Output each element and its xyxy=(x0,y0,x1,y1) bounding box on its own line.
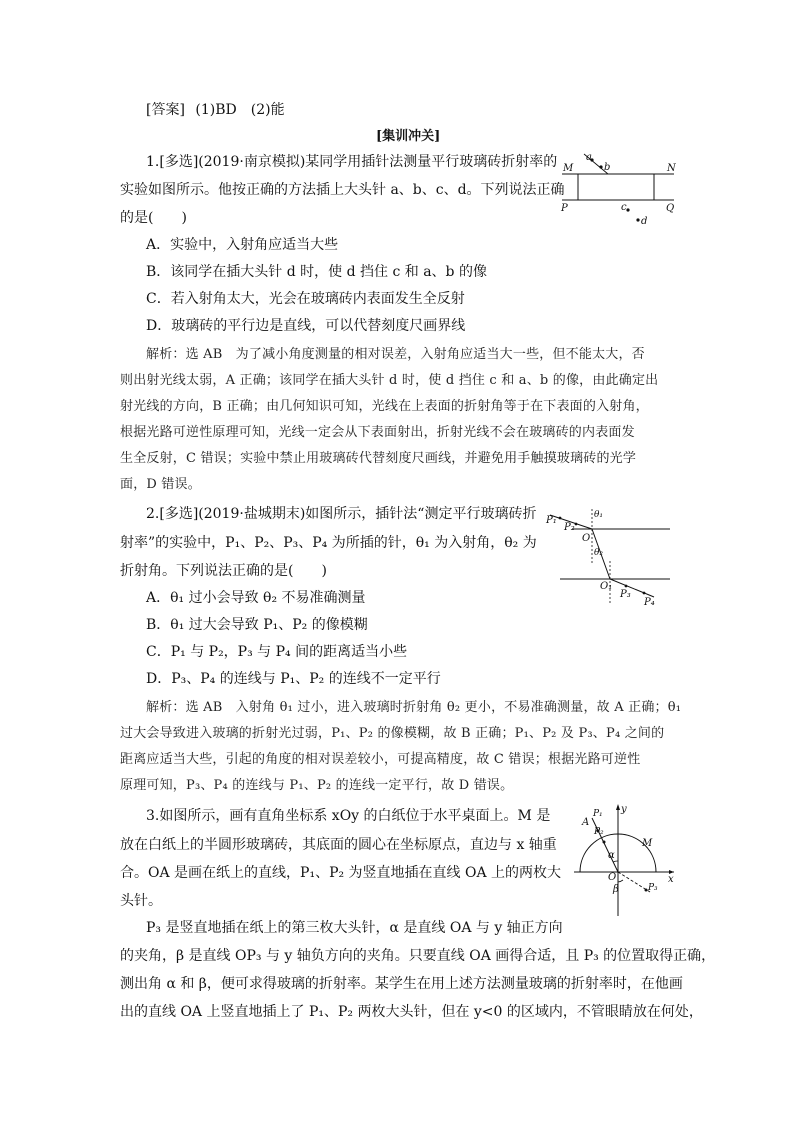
q1-figure xyxy=(556,150,686,232)
q2-fig-label-p4: P₄ xyxy=(644,597,655,608)
section-title: [集训冲关] xyxy=(376,129,441,144)
q3-line4: 头针。 xyxy=(120,893,162,909)
q3-line8: 出的直线 OA 上竖直地插上了 P₁、P₂ 两枚大头针，但在 y<0 的区域内，不管眼睛放在何处， xyxy=(120,1004,703,1020)
q2-option-b: B．θ₁ 过大会导致 P₁、P₂ 的像模糊 xyxy=(146,617,368,633)
q1-explanation-5: 生全反射，C 错误；实验中禁止用玻璃砖代替刻度尺画线，并避免用手触摸玻璃砖的光学 xyxy=(120,451,637,466)
q2-line3: 折射角。下列说法正确的是( ) xyxy=(120,563,327,579)
q2-fig-label-p1: P₁ xyxy=(546,515,557,526)
q1-explanation-6: 面，D 错误。 xyxy=(120,477,201,492)
q1-line1: 1.[多选](2019·南京模拟)某同学用插针法测量平行玻璃砖折射率的 xyxy=(146,154,558,170)
q1-option-b: B．该同学在插大头针 d 时，使 d 挡住 c 和 a、b 的像 xyxy=(146,264,487,280)
q1-fig-label-m: M xyxy=(563,163,574,174)
q1-explanation-1: 解析：选 AB 为了减小角度测量的相对误差，入射角应适当大一些，但不能太大，否 xyxy=(146,347,645,362)
q2-line1: 2.[多选](2019·盐城期末)如图所示，插针法“测定平行玻璃砖折 xyxy=(146,506,537,522)
q3-fig-label-m: M xyxy=(642,838,653,849)
q1-explanation-4: 根据光路可逆性原理可知，光线一定会从下表面射出，折射光线不会在玻璃砖的内表面发 xyxy=(120,425,635,440)
q3-fig-label-beta: β xyxy=(613,884,619,895)
q3-fig-label-a: A xyxy=(582,817,590,828)
answer-line xyxy=(146,101,285,119)
q1-option-c: C．若入射角太大，光会在玻璃砖内表面发生全反射 xyxy=(146,291,465,307)
q2-fig-label-p3: P₃ xyxy=(620,589,631,600)
q1-fig-label-p: P xyxy=(561,203,568,214)
q2-option-d: D．P₃、P₄ 的连线与 P₁、P₂ 的连线不一定平行 xyxy=(146,671,441,687)
q1-fig-label-n: N xyxy=(667,163,676,174)
q3-fig-label-alpha: α xyxy=(608,850,615,861)
q2-line2: 射率”的实验中，P₁、P₂、P₃、P₄ 为所插的针，θ₁ 为入射角，θ₂ 为 xyxy=(120,535,537,551)
q3-line1: 3.如图所示，画有直角坐标系 xOy 的白纸位于水平桌面上。M 是 xyxy=(146,808,551,824)
q3-line3: 合。OA 是画在纸上的直线，P₁、P₂ 为竖直地插在直线 OA 上的两枚大 xyxy=(120,865,562,881)
q3-fig-label-p3: P₃ xyxy=(648,883,658,893)
q3-line2: 放在白纸上的半圆形玻璃砖，其底面的圆心在坐标原点，直边与 x 轴重 xyxy=(120,837,557,853)
q2-explanation-3: 距离应适当大些，引起的角度的相对误差较小，可提高精度，故 C 错误；根据光路可逆性 xyxy=(120,752,641,767)
answer-items: (1)BD (2)能 xyxy=(195,102,285,118)
q3-fig-label-o: O xyxy=(608,872,617,883)
q2-explanation-4: 原理可知，P₃、P₄ 的连线与 P₁、P₂ 的连线一定平行，故 D 错误。 xyxy=(120,778,514,793)
answer-label: [答案] xyxy=(146,102,185,118)
q2-explanation-2: 过大会导致进入玻璃的折射光过弱，P₁、P₂ 的像模糊，故 B 正确；P₁、P₂ 及 P₃、P₄ 之间的 xyxy=(120,726,665,741)
q3-fig-label-y: y xyxy=(621,804,627,815)
q2-fig-label-o1: O₁ xyxy=(600,581,613,592)
q1-fig-label-a: a xyxy=(586,152,592,163)
q3-figure xyxy=(570,800,678,922)
q3-fig-label-x: x xyxy=(668,874,674,885)
q2-fig-label-o: O xyxy=(582,533,591,544)
q1-explanation-3: 射光线的方向，B 正确；由几何知识可知，光线在上表面的折射角等于在下表面的入射角， xyxy=(120,399,649,414)
q2-figure xyxy=(542,503,674,609)
q3-line6: 的夹角，β 是直线 OP₃ 与 y 轴负方向的夹角。只要直线 OA 画得合适，且 P₃ 的位置取得正确， xyxy=(120,948,716,964)
q2-explanation-1: 解析：选 AB 入射角 θ₁ 过小，进入玻璃时折射角 θ₂ 更小，不易准确测量，故 A 正确；θ₁ xyxy=(146,700,682,715)
q1-fig-label-q: Q xyxy=(666,203,675,214)
q2-fig-label-theta2: θ₂ xyxy=(594,548,604,558)
q2-option-a: A．θ₁ 过小会导致 θ₂ 不易准确测量 xyxy=(146,590,366,606)
q1-fig-label-b: b xyxy=(604,162,611,173)
q2-fig-label-theta1: θ₁ xyxy=(594,510,604,520)
q1-fig-label-d: d xyxy=(641,216,648,227)
q1-fig-label-c: c xyxy=(621,202,627,213)
q1-option-a: A．实验中，入射角应适当大些 xyxy=(146,237,339,253)
q3-line7: 测出角 α 和 β，便可求得玻璃的折射率。某学生在用上述方法测量玻璃的折射率时，在他画 xyxy=(120,976,683,992)
q1-option-d: D．玻璃砖的平行边是直线，可以代替刻度尺画界线 xyxy=(146,318,466,334)
q3-fig-label-p1: P₁ xyxy=(593,809,603,819)
q1-explanation-2: 则出射光线太弱，A 正确；该同学在插大头针 d 时，使 d 挡住 c 和 a、b 的像，由此确定出 xyxy=(120,373,659,388)
q2-option-c: C．P₁ 与 P₂，P₃ 与 P₄ 间的距离适当小些 xyxy=(146,644,408,660)
q3-line5: P₃ 是竖直地插在纸上的第三枚大头针，α 是直线 OA 与 y 轴正方向 xyxy=(146,920,563,936)
q2-fig-label-p2: P₂ xyxy=(564,522,575,533)
q1-line2: 实验如图所示。他按正确的方法插上大头针 a、b、c、d。下列说法正确 xyxy=(120,182,565,198)
q1-line3: 的是( ) xyxy=(120,210,187,226)
q3-fig-label-p2: P₂ xyxy=(594,827,604,837)
